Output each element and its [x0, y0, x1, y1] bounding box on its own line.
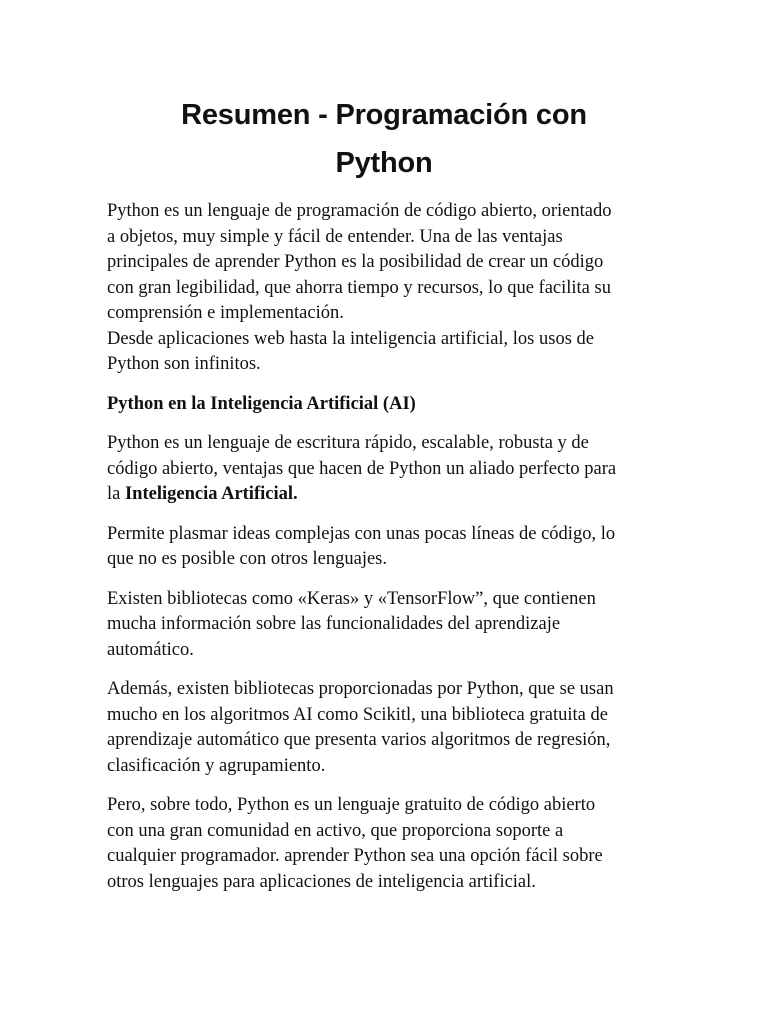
libraries-paragraph	[107, 587, 667, 664]
bold-term: Inteligencia Artificial.	[124, 484, 298, 504]
text-line: Desde aplicaciones web hasta la inteligencia artificial, los usos de	[107, 328, 594, 349]
text-line: Python son infinitos.	[107, 354, 261, 374]
text-line: principales de aprender Python es la posibilidad de crear un código	[107, 252, 604, 272]
text-line: Además, existen bibliotecas proporcionadas por Python, que se usan	[107, 679, 614, 699]
text-line: comprensión e implementación.	[107, 303, 344, 323]
document-body	[107, 199, 667, 909]
text-line: clasificación y agrupamiento.	[107, 755, 326, 776]
text-line: con una gran comunidad en activo, que proporciona soporte a	[107, 820, 564, 841]
scikit-paragraph	[107, 677, 667, 779]
intro-paragraph	[107, 199, 667, 327]
text-line: aprendizaje automático que presenta varios algoritmos de regresión,	[107, 730, 611, 750]
text-line: Python es un lenguaje de escritura rápido, escalable, robusta y de	[107, 433, 589, 453]
text-line: mucha información sobre las funcionalidades del aprendizaje	[107, 614, 561, 634]
ideas-paragraph	[107, 522, 667, 573]
text-line	[107, 482, 667, 508]
text-line: automático.	[107, 639, 194, 660]
section-heading	[107, 392, 667, 418]
text-line: con gran legibilidad, que ahorra tiempo y recursos, lo que facilita su	[107, 277, 611, 298]
text-line: Existen bibliotecas como «Keras» y «TensorFlow”, que contienen	[107, 588, 596, 609]
title-line-2: Python	[335, 147, 433, 179]
heading-text: Python en la Inteligencia Artificial (AI)	[107, 393, 416, 414]
text-fragment: la	[107, 484, 125, 504]
page-title	[107, 91, 661, 187]
text-line: mucho en los algoritmos AI como Scikitl, una biblioteca gratuita de	[107, 704, 608, 725]
text-line: Permite plasmar ideas complejas con unas pocas líneas de código, lo	[107, 523, 616, 544]
ai-paragraph	[107, 431, 667, 508]
text-line: otros lenguajes para aplicaciones de inteligencia artificial.	[107, 871, 536, 892]
text-line: Pero, sobre todo, Python es un lenguaje gratuito de código abierto	[107, 795, 596, 815]
closing-paragraph	[107, 793, 667, 895]
text-line: Python es un lenguaje de programación de código abierto, orientado	[107, 201, 612, 221]
text-line: a objetos, muy simple y fácil de entender. Una de las ventajas	[107, 226, 563, 247]
text-line: cualquier programador. aprender Python sea una opción fácil sobre	[107, 846, 603, 866]
text-line: que no es posible con otros lenguajes.	[107, 549, 388, 569]
uses-paragraph	[107, 327, 667, 378]
text-line: código abierto, ventajas que hacen de Python un aliado perfecto para	[107, 458, 617, 479]
title-line-1: Resumen - Programación con	[181, 99, 587, 131]
